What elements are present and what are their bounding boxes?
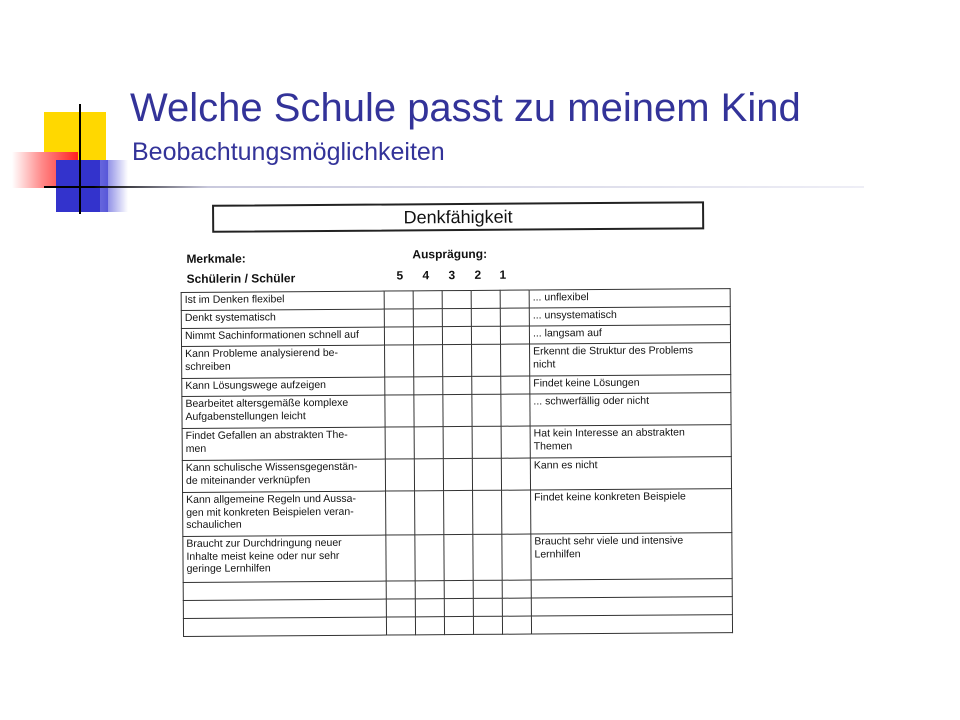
rating-cell-1[interactable] xyxy=(502,490,531,534)
criteria-table xyxy=(181,288,733,637)
rating-cell-1[interactable] xyxy=(502,616,531,634)
rating-cell-3[interactable] xyxy=(444,598,473,616)
rating-cell-4[interactable] xyxy=(414,395,443,427)
rating-cell-5[interactable] xyxy=(386,617,415,635)
rating-cell-4[interactable] xyxy=(415,599,444,617)
scale-1: 1 xyxy=(499,267,507,282)
rating-cell-5[interactable] xyxy=(384,291,413,309)
scale-5: 5 xyxy=(396,268,404,283)
criterion-positive: Ist im Denken flexibel xyxy=(181,291,384,310)
rating-cell-4[interactable] xyxy=(414,427,443,459)
auspraegung-label: Ausprägung: xyxy=(412,246,488,262)
rating-cell-2[interactable] xyxy=(472,344,501,376)
rating-cell-1[interactable] xyxy=(500,308,529,326)
criteria-row xyxy=(182,393,731,429)
criterion-negative xyxy=(531,615,732,634)
rating-cell-4[interactable] xyxy=(414,345,443,377)
criteria-row xyxy=(182,343,731,379)
criterion-positive: Nimmt Sachinformationen schnell auf xyxy=(181,327,384,346)
rating-cell-5[interactable] xyxy=(385,345,414,377)
criterion-positive xyxy=(183,581,386,600)
rating-cell-2[interactable] xyxy=(473,534,502,580)
rating-cell-1[interactable] xyxy=(501,376,530,394)
criterion-negative: ... schwerfällig oder nicht xyxy=(530,393,731,426)
rating-cell-5[interactable] xyxy=(385,459,414,491)
rating-cell-1[interactable] xyxy=(501,394,530,426)
rating-cell-2[interactable] xyxy=(471,326,500,344)
criterion-negative: Kann es nicht xyxy=(530,457,731,490)
rating-cell-3[interactable] xyxy=(444,580,473,598)
rating-cell-3[interactable] xyxy=(442,326,471,344)
rating-cell-2[interactable] xyxy=(472,394,501,426)
rating-cell-2[interactable] xyxy=(472,376,501,394)
rating-cell-4[interactable] xyxy=(413,327,442,345)
observation-form xyxy=(176,196,723,660)
rating-cell-3[interactable] xyxy=(444,616,473,634)
rating-cell-4[interactable] xyxy=(415,617,444,635)
criterion-negative xyxy=(531,579,732,598)
decor-vertical-line xyxy=(79,104,81,214)
criterion-positive: Kann allgemeine Regeln und Aussa- gen mit konkreten Beispielen veran- schaulichen xyxy=(183,491,386,536)
rating-cell-2[interactable] xyxy=(473,598,502,616)
rating-cell-5[interactable] xyxy=(386,491,415,535)
criterion-negative: Findet keine Lösungen xyxy=(530,375,731,394)
rating-cell-1[interactable] xyxy=(500,290,529,308)
scale-3: 3 xyxy=(448,268,456,283)
criterion-negative: Hat kein Interesse an abstrakten Themen xyxy=(530,425,731,458)
rating-cell-5[interactable] xyxy=(386,581,415,599)
rating-cell-3[interactable] xyxy=(443,458,472,490)
rating-cell-3[interactable] xyxy=(443,394,472,426)
slide-subtitle: Beobachtungsmöglichkeiten xyxy=(132,138,445,166)
criteria-row xyxy=(183,615,732,637)
criterion-negative: Findet keine konkreten Beispiele xyxy=(531,489,732,534)
rating-cell-5[interactable] xyxy=(384,327,413,345)
rating-cell-3[interactable] xyxy=(443,376,472,394)
scale-2: 2 xyxy=(474,267,482,282)
rating-cell-1[interactable] xyxy=(501,458,530,490)
criterion-positive: Denkt systematisch xyxy=(181,309,384,328)
criterion-positive: Kann Probleme analysierend be- schreiben xyxy=(182,345,385,378)
scale-4: 4 xyxy=(422,268,430,283)
criterion-positive: Kann Lösungswege aufzeigen xyxy=(182,377,385,396)
rating-cell-5[interactable] xyxy=(386,535,415,581)
rating-cell-3[interactable] xyxy=(444,490,473,534)
rating-cell-5[interactable] xyxy=(385,395,414,427)
criteria-row xyxy=(183,533,732,583)
rating-cell-2[interactable] xyxy=(471,290,500,308)
title-underline xyxy=(44,186,864,188)
form-heading: Denkfähigkeit xyxy=(212,201,704,232)
rating-cell-4[interactable] xyxy=(414,377,443,395)
rating-cell-5[interactable] xyxy=(385,427,414,459)
rating-cell-1[interactable] xyxy=(501,344,530,376)
rating-cell-2[interactable] xyxy=(473,580,502,598)
criterion-negative: ... langsam auf xyxy=(529,325,730,344)
rating-cell-2[interactable] xyxy=(472,458,501,490)
rating-cell-2[interactable] xyxy=(471,308,500,326)
rating-cell-4[interactable] xyxy=(415,535,444,581)
rating-cell-4[interactable] xyxy=(415,581,444,599)
criterion-positive xyxy=(183,617,386,636)
criterion-positive: Findet Gefallen an abstrakten The- men xyxy=(182,427,385,460)
rating-cell-3[interactable] xyxy=(444,534,473,580)
rating-cell-5[interactable] xyxy=(384,309,413,327)
rating-cell-1[interactable] xyxy=(500,326,529,344)
criterion-negative xyxy=(531,597,732,616)
rating-cell-1[interactable] xyxy=(502,598,531,616)
rating-cell-5[interactable] xyxy=(386,599,415,617)
rating-cell-4[interactable] xyxy=(414,459,443,491)
rating-cell-2[interactable] xyxy=(473,616,502,634)
criterion-positive xyxy=(183,599,386,618)
rating-cell-4[interactable] xyxy=(413,291,442,309)
criterion-negative: ... unflexibel xyxy=(529,289,730,308)
criteria-row xyxy=(182,457,731,493)
criterion-positive: Bearbeitet altersgemäße komplexe Aufgabenstellungen leicht xyxy=(182,395,385,428)
criteria-row xyxy=(183,489,732,537)
criterion-positive: Kann schulische Wissensgegenstän- de miteinander verknüpfen xyxy=(182,459,385,492)
rating-cell-3[interactable] xyxy=(443,426,472,458)
rating-cell-4[interactable] xyxy=(413,309,442,327)
criterion-negative: Braucht sehr viele und intensive Lernhilfen xyxy=(531,533,732,580)
rating-cell-1[interactable] xyxy=(502,580,531,598)
rating-cell-3[interactable] xyxy=(442,290,471,308)
rating-cell-5[interactable] xyxy=(385,377,414,395)
criterion-positive: Braucht zur Durchdringung neuer Inhalte meist keine oder nur sehr geringe Lernhilfen xyxy=(183,535,386,582)
rating-cell-1[interactable] xyxy=(501,426,530,458)
criterion-negative: ... unsystematisch xyxy=(529,307,730,326)
schueler-label: Schülerin / Schüler xyxy=(186,271,296,286)
criterion-negative: Erkennt die Struktur des Problems nicht xyxy=(530,343,731,376)
rating-cell-4[interactable] xyxy=(415,491,444,535)
rating-cell-2[interactable] xyxy=(473,490,502,534)
slide-title: Welche Schule passt zu meinem Kind xyxy=(130,86,801,130)
merkmale-label: Merkmale: xyxy=(186,251,246,266)
rating-cell-3[interactable] xyxy=(443,344,472,376)
criteria-row xyxy=(182,425,731,461)
rating-cell-2[interactable] xyxy=(472,426,501,458)
rating-cell-1[interactable] xyxy=(502,534,531,580)
rating-cell-3[interactable] xyxy=(442,308,471,326)
